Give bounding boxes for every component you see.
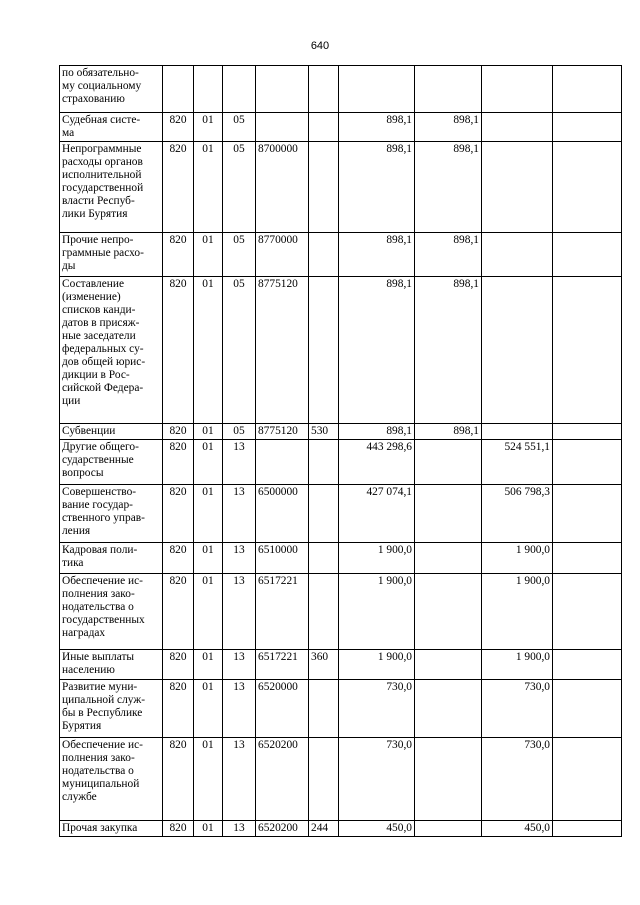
- amount-1-cell: 450,0: [339, 821, 415, 837]
- subsection-code-cell: 13: [223, 650, 256, 680]
- item-name-line: вание государ-: [62, 499, 133, 511]
- section-code-cell: 01: [194, 142, 223, 233]
- amount-4-cell: [553, 543, 622, 574]
- target-article-cell: 8775120: [256, 277, 309, 424]
- grbs-code-cell: 820: [163, 142, 194, 233]
- item-name-line: Обеспечение ис-: [62, 575, 143, 587]
- item-name-cell: [60, 277, 163, 424]
- amount-1-cell: 898,1: [339, 113, 415, 142]
- table-row: [60, 113, 622, 142]
- section-code-cell: 01: [194, 543, 223, 574]
- section-code-cell: 01: [194, 424, 223, 440]
- item-name-line: ды: [62, 260, 76, 272]
- expense-type-cell: 244: [309, 821, 339, 837]
- item-name-line: Бурятия: [62, 720, 102, 732]
- item-name-cell: [60, 233, 163, 277]
- table-row: [60, 738, 622, 821]
- table-row: [60, 233, 622, 277]
- amount-3-cell: 730,0: [482, 680, 553, 738]
- item-name-line: муниципальной: [62, 778, 140, 790]
- target-article-cell: 8770000: [256, 233, 309, 277]
- amount-4-cell: [553, 650, 622, 680]
- target-article-cell: [256, 66, 309, 113]
- amount-2-cell: [415, 66, 482, 113]
- item-name-line: Прочая закупка: [62, 822, 138, 834]
- section-code-cell: 01: [194, 485, 223, 543]
- item-name-line: расходы органов: [62, 156, 143, 168]
- expense-type-cell: [309, 543, 339, 574]
- subsection-code-cell: 13: [223, 821, 256, 837]
- item-name-line: наградах: [62, 627, 106, 639]
- grbs-code-cell: [163, 66, 194, 113]
- amount-1-cell: [339, 66, 415, 113]
- amount-2-cell: 898,1: [415, 142, 482, 233]
- section-code-cell: 01: [194, 738, 223, 821]
- item-name-line: бы в Республике: [62, 707, 143, 719]
- grbs-code-cell: 820: [163, 277, 194, 424]
- amount-2-cell: 898,1: [415, 233, 482, 277]
- item-name-cell: [60, 680, 163, 738]
- amount-2-cell: [415, 680, 482, 738]
- item-name-line: ма: [62, 127, 75, 139]
- amount-3-cell: 730,0: [482, 738, 553, 821]
- item-name-line: му социальному: [62, 80, 142, 92]
- amount-2-cell: 898,1: [415, 277, 482, 424]
- item-name-line: Прочие непро-: [62, 234, 134, 246]
- table-row: [60, 424, 622, 440]
- table-row: [60, 277, 622, 424]
- expense-type-cell: [309, 440, 339, 485]
- budget-table: [59, 65, 622, 837]
- table-row: [60, 574, 622, 650]
- amount-4-cell: [553, 680, 622, 738]
- item-name-line: Обеспечение ис-: [62, 739, 143, 751]
- amount-4-cell: [553, 485, 622, 543]
- grbs-code-cell: 820: [163, 821, 194, 837]
- section-code-cell: 01: [194, 680, 223, 738]
- table-row: [60, 821, 622, 837]
- grbs-code-cell: 820: [163, 485, 194, 543]
- amount-2-cell: [415, 440, 482, 485]
- expense-type-cell: 360: [309, 650, 339, 680]
- amount-1-cell: 898,1: [339, 277, 415, 424]
- subsection-code-cell: 05: [223, 277, 256, 424]
- item-name-cell: [60, 738, 163, 821]
- amount-1-cell: 898,1: [339, 142, 415, 233]
- table-row: [60, 440, 622, 485]
- amount-3-cell: [482, 142, 553, 233]
- item-name-cell: [60, 543, 163, 574]
- amount-3-cell: 524 551,1: [482, 440, 553, 485]
- grbs-code-cell: 820: [163, 680, 194, 738]
- target-article-cell: 6520000: [256, 680, 309, 738]
- subsection-code-cell: 13: [223, 574, 256, 650]
- table-row: [60, 650, 622, 680]
- target-article-cell: 6517221: [256, 574, 309, 650]
- amount-1-cell: 1 900,0: [339, 543, 415, 574]
- amount-4-cell: [553, 113, 622, 142]
- item-name-line: Развитие муни-: [62, 681, 138, 693]
- item-name-line: Другие общего-: [62, 441, 139, 453]
- item-name-line: граммные расхо-: [62, 247, 144, 259]
- section-code-cell: [194, 66, 223, 113]
- amount-1-cell: 1 900,0: [339, 650, 415, 680]
- expense-type-cell: [309, 485, 339, 543]
- amount-4-cell: [553, 440, 622, 485]
- amount-2-cell: [415, 738, 482, 821]
- item-name-line: государственной: [62, 182, 144, 194]
- item-name-line: исполнительной: [62, 169, 142, 181]
- target-article-cell: 8700000: [256, 142, 309, 233]
- grbs-code-cell: 820: [163, 574, 194, 650]
- amount-4-cell: [553, 424, 622, 440]
- item-name-line: Составление: [62, 278, 125, 290]
- item-name-cell: [60, 485, 163, 543]
- amount-1-cell: 730,0: [339, 738, 415, 821]
- item-name-line: вопросы: [62, 467, 104, 479]
- amount-4-cell: [553, 574, 622, 650]
- target-article-cell: 6517221: [256, 650, 309, 680]
- amount-2-cell: [415, 485, 482, 543]
- amount-2-cell: [415, 574, 482, 650]
- grbs-code-cell: 820: [163, 738, 194, 821]
- target-article-cell: [256, 113, 309, 142]
- table-row: [60, 66, 622, 113]
- amount-3-cell: 1 900,0: [482, 650, 553, 680]
- section-code-cell: 01: [194, 277, 223, 424]
- subsection-code-cell: 13: [223, 738, 256, 821]
- grbs-code-cell: 820: [163, 233, 194, 277]
- target-article-cell: 6500000: [256, 485, 309, 543]
- section-code-cell: 01: [194, 821, 223, 837]
- target-article-cell: 6510000: [256, 543, 309, 574]
- amount-1-cell: 1 900,0: [339, 574, 415, 650]
- amount-2-cell: [415, 650, 482, 680]
- amount-3-cell: [482, 233, 553, 277]
- expense-type-cell: [309, 142, 339, 233]
- subsection-code-cell: 13: [223, 440, 256, 485]
- amount-4-cell: [553, 821, 622, 837]
- item-name-cell: [60, 113, 163, 142]
- amount-1-cell: 898,1: [339, 424, 415, 440]
- target-article-cell: 6520200: [256, 821, 309, 837]
- amount-3-cell: [482, 424, 553, 440]
- amount-3-cell: [482, 66, 553, 113]
- item-name-cell: [60, 574, 163, 650]
- amount-2-cell: 898,1: [415, 424, 482, 440]
- grbs-code-cell: 820: [163, 424, 194, 440]
- expense-type-cell: [309, 66, 339, 113]
- subsection-code-cell: [223, 66, 256, 113]
- item-name-line: ции: [62, 395, 81, 407]
- target-article-cell: [256, 440, 309, 485]
- item-name-line: сударственные: [62, 454, 134, 466]
- amount-1-cell: 898,1: [339, 233, 415, 277]
- item-name-line: дикции в Рос-: [62, 369, 130, 381]
- item-name-cell: [60, 142, 163, 233]
- expense-type-cell: 530: [309, 424, 339, 440]
- item-name-line: нодательства о: [62, 601, 134, 613]
- expense-type-cell: [309, 738, 339, 821]
- amount-1-cell: 730,0: [339, 680, 415, 738]
- subsection-code-cell: 05: [223, 424, 256, 440]
- amount-3-cell: 450,0: [482, 821, 553, 837]
- subsection-code-cell: 05: [223, 142, 256, 233]
- grbs-code-cell: 820: [163, 113, 194, 142]
- subsection-code-cell: 05: [223, 233, 256, 277]
- item-name-cell: [60, 650, 163, 680]
- expense-type-cell: [309, 113, 339, 142]
- item-name-line: Судебная систе-: [62, 114, 141, 126]
- amount-1-cell: 427 074,1: [339, 485, 415, 543]
- grbs-code-cell: 820: [163, 440, 194, 485]
- amount-3-cell: 1 900,0: [482, 543, 553, 574]
- target-article-cell: 8775120: [256, 424, 309, 440]
- amount-1-cell: 443 298,6: [339, 440, 415, 485]
- table-row: [60, 485, 622, 543]
- item-name-line: Субвенции: [62, 425, 116, 437]
- item-name-line: полнения зако-: [62, 752, 135, 764]
- item-name-line: (изменение): [62, 291, 121, 303]
- item-name-line: списков канди-: [62, 304, 136, 316]
- page-number: 640: [310, 40, 330, 52]
- section-code-cell: 01: [194, 574, 223, 650]
- item-name-line: дов общей юрис-: [62, 356, 146, 368]
- item-name-line: службе: [62, 791, 97, 803]
- table-row: [60, 142, 622, 233]
- amount-3-cell: 1 900,0: [482, 574, 553, 650]
- section-code-cell: 01: [194, 650, 223, 680]
- item-name-cell: [60, 821, 163, 837]
- item-name-line: сийской Федера-: [62, 382, 144, 394]
- item-name-line: населению: [62, 664, 115, 676]
- table-row: [60, 680, 622, 738]
- amount-2-cell: 898,1: [415, 113, 482, 142]
- amount-4-cell: [553, 277, 622, 424]
- item-name-line: тика: [62, 557, 84, 569]
- amount-4-cell: [553, 66, 622, 113]
- expense-type-cell: [309, 277, 339, 424]
- item-name-line: Непрограммные: [62, 143, 142, 155]
- item-name-line: датов в присяж-: [62, 317, 140, 329]
- expense-type-cell: [309, 233, 339, 277]
- subsection-code-cell: 13: [223, 543, 256, 574]
- item-name-line: ственного управ-: [62, 512, 145, 524]
- amount-2-cell: [415, 543, 482, 574]
- item-name-line: нодательства о: [62, 765, 134, 777]
- section-code-cell: 01: [194, 233, 223, 277]
- grbs-code-cell: 820: [163, 543, 194, 574]
- item-name-line: ления: [62, 525, 91, 537]
- item-name-line: власти Респуб-: [62, 195, 135, 207]
- amount-3-cell: 506 798,3: [482, 485, 553, 543]
- target-article-cell: 6520200: [256, 738, 309, 821]
- item-name-line: Совершенство-: [62, 486, 137, 498]
- amount-4-cell: [553, 738, 622, 821]
- expense-type-cell: [309, 574, 339, 650]
- item-name-cell: [60, 440, 163, 485]
- item-name-line: по обязательно-: [62, 67, 139, 79]
- item-name-line: ные заседатели: [62, 330, 136, 342]
- item-name-line: страхованию: [62, 93, 125, 105]
- section-code-cell: 01: [194, 113, 223, 142]
- expense-type-cell: [309, 680, 339, 738]
- item-name-line: государственных: [62, 614, 145, 626]
- amount-3-cell: [482, 113, 553, 142]
- amount-4-cell: [553, 142, 622, 233]
- amount-2-cell: [415, 821, 482, 837]
- item-name-line: федеральных су-: [62, 343, 144, 355]
- grbs-code-cell: 820: [163, 650, 194, 680]
- item-name-cell: [60, 66, 163, 113]
- item-name-line: лики Бурятия: [62, 208, 128, 220]
- item-name-line: Кадровая поли-: [62, 544, 138, 556]
- amount-3-cell: [482, 277, 553, 424]
- item-name-cell: [60, 424, 163, 440]
- table-row: [60, 543, 622, 574]
- item-name-line: Иные выплаты: [62, 651, 135, 663]
- subsection-code-cell: 13: [223, 680, 256, 738]
- amount-4-cell: [553, 233, 622, 277]
- section-code-cell: 01: [194, 440, 223, 485]
- item-name-line: полнения зако-: [62, 588, 135, 600]
- subsection-code-cell: 05: [223, 113, 256, 142]
- subsection-code-cell: 13: [223, 485, 256, 543]
- item-name-line: ципальной служ-: [62, 694, 146, 706]
